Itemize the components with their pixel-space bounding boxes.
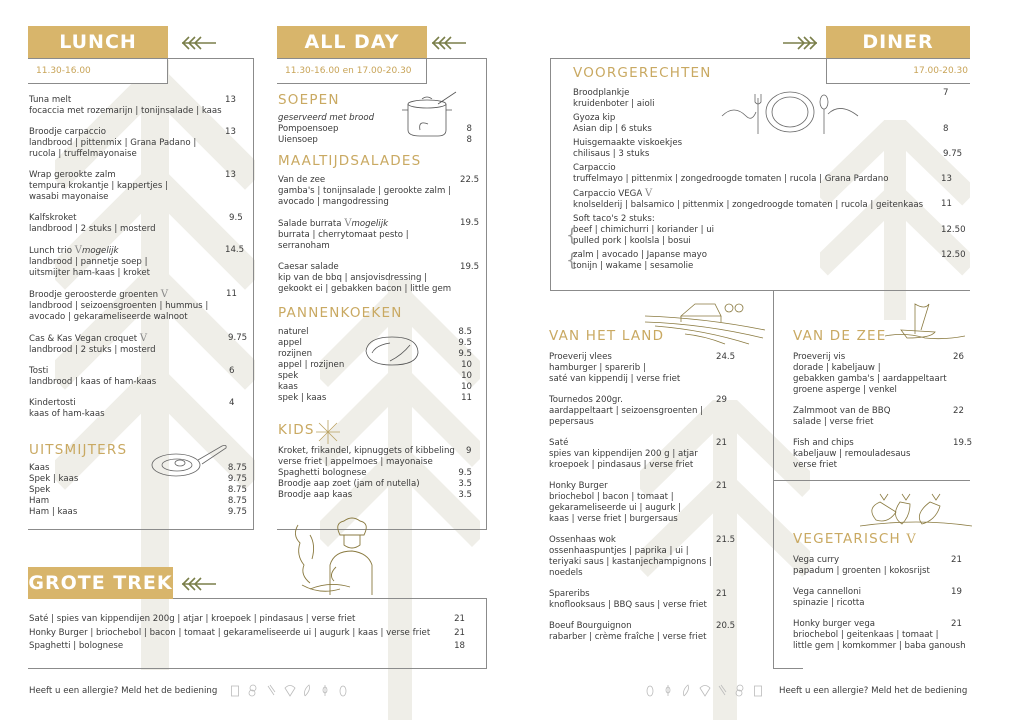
item-price: 21: [716, 481, 727, 491]
soepen-note: geserveerd met brood: [278, 113, 375, 123]
item-name: Cas & Kas Vegan croquet V: [29, 333, 148, 344]
menu-item: [793, 619, 968, 652]
item-price: 13: [225, 127, 236, 137]
kids-title: KIDS: [278, 422, 315, 438]
item-name: Lunch trio Vmogelijk: [29, 245, 119, 256]
menu-item: [549, 438, 764, 471]
pannenkoeken-list: [278, 327, 472, 404]
item-name: Broodje carpaccio: [29, 127, 106, 137]
menu-row: Uiensoep 8: [278, 135, 472, 145]
land-list: [549, 352, 764, 653]
van-het-land-title: VAN HET LAND: [549, 328, 665, 344]
van-de-zee-title: VAN DE ZEE: [793, 328, 887, 344]
menu-item: [566, 214, 966, 247]
item-description: kruidenboter | aioli: [573, 99, 655, 109]
allergy-icons-right: [645, 684, 763, 697]
item-price: 24.5: [716, 352, 736, 362]
gluten-icon: [663, 684, 673, 697]
item-name: Huisgemaakte viskoekjes: [573, 138, 683, 148]
menu-item: [278, 262, 478, 295]
item-description: serranoham: [278, 241, 330, 251]
allergy-notice-right: Heeft u een allergie? Meld het de bediening: [779, 686, 968, 696]
vegan-icon: V: [139, 333, 148, 344]
item-description: hamburger | sparerib |: [549, 363, 646, 373]
menu-row: Honky Burger | briochebol | bacon | tomaat | gekarameliseerde ui | augurk | kaas | verse friet 21: [29, 627, 465, 638]
allergy-icons-left: [230, 684, 348, 697]
item-description: briochebol | geitenkaas | tomaat |: [793, 630, 939, 640]
item-name: Tuna melt: [29, 95, 72, 105]
item-name: Honky Burger: [549, 481, 608, 491]
item-name: Kalfskroket: [29, 213, 77, 223]
menu-row: Broodje aap zoet (jam of nutella) 3.5: [278, 479, 472, 489]
item-price: 12.50: [941, 250, 966, 260]
item-description: rabarber | crème fraîche | verse friet: [549, 632, 707, 642]
menu-item: [278, 218, 478, 252]
item-price: 21.5: [716, 535, 736, 545]
item-description: noedels: [549, 568, 583, 578]
item-description: knolselderij | balsamico | pittenmix | zongedroogde tomaten | rucola | geitenkaas: [573, 200, 924, 210]
item-name: Honky burger vega: [793, 619, 876, 629]
item-price: 12.50: [941, 225, 966, 235]
milk-icon: [753, 684, 763, 697]
menu-row: naturel 8.5: [278, 327, 472, 337]
item-description: landbrood | pannetje soep |: [29, 257, 148, 267]
item-name: Proeverij vis: [793, 352, 846, 362]
allday-time: [277, 58, 427, 84]
menu-item: [573, 188, 963, 211]
menu-row: Saté | spies van kippendijen 200g | atjar | kroepoek | pindasaus | verse friet 21: [29, 614, 465, 624]
celery-icon: [266, 684, 276, 697]
item-description: beef | chimichurri | koriander | ui: [573, 225, 715, 235]
item-description: kaas | verse friet | burgersaus: [549, 514, 678, 524]
vega-list: [793, 555, 968, 662]
vegan-icon: V: [160, 289, 169, 300]
arrows-right-icon: [781, 36, 819, 50]
item-name: Broodplankje: [573, 88, 630, 98]
item-description: briochebol | bacon | tomaat |: [549, 492, 674, 502]
item-description: aardappeltaart | seizoensgroenten |: [549, 406, 704, 416]
salades-list: [278, 175, 478, 305]
menu-item: [566, 250, 966, 272]
item-name: Spareribs: [549, 589, 590, 599]
item-description: verse friet: [793, 460, 838, 470]
item-price: 19: [951, 587, 962, 597]
item-name: Soft taco's 2 stuks:: [573, 214, 655, 224]
item-description: truffelmayo | pittenmix | zongedroogde tomaten | rucola | Grana Pardano: [573, 174, 889, 184]
diner-banner: [826, 26, 970, 58]
item-name: Van de zee: [278, 175, 326, 185]
item-description: spies van kippendijen 200 g | atjar: [549, 449, 698, 459]
item-description: rucola | truffelmayonaise: [29, 149, 137, 159]
item-name: Carpaccio: [573, 163, 616, 173]
item-description: avocado | gekarameliseerde walnoot: [29, 312, 188, 322]
celery-icon: [717, 684, 727, 697]
item-name: Vega curry: [793, 555, 840, 565]
vegan-icon: V: [644, 188, 653, 199]
menu-row: verse friet | appelmoes | mayonaise: [278, 457, 433, 467]
item-name: Fish and chips: [793, 438, 854, 448]
soy-icon: [681, 684, 691, 697]
menu-item: [549, 621, 764, 643]
item-name: Tosti: [29, 366, 49, 376]
egg-icon: [338, 684, 348, 697]
vegan-icon: V: [344, 218, 352, 229]
item-description: saté van kippendij | verse friet: [549, 374, 681, 384]
item-description: uitsmijter ham-kaas | kroket: [29, 268, 151, 278]
uitsmijters-list: [29, 463, 247, 518]
allergy-notice-left: Heeft u een allergie? Meld het de bediening: [29, 686, 218, 696]
item-name: Vega cannelloni: [793, 587, 861, 597]
diner-time-text: 17.00-20.30: [913, 65, 968, 76]
milk-icon: [230, 684, 240, 697]
item-name: Kindertosti: [29, 398, 76, 408]
item-price: 13: [225, 170, 236, 180]
item-description: spinazie | ricotta: [793, 598, 865, 608]
menu-row: appel 9.5: [278, 338, 472, 348]
item-description: little gem | komkommer | baba ganoush: [793, 641, 966, 651]
diner-time: [826, 58, 970, 84]
item-price: 19.5: [460, 262, 480, 272]
brace-icon: {: [566, 250, 578, 271]
shellfish-icon: [284, 684, 294, 697]
nuts-icon: [248, 684, 258, 697]
menu-item: [549, 395, 764, 428]
menu-item: [793, 555, 968, 577]
item-description: pulled pork | koolsla | bosui: [573, 236, 691, 246]
menu-item: [573, 88, 963, 110]
soepen-list: [278, 113, 472, 146]
item-price: 14.5: [225, 245, 245, 255]
arrows-left-icon: [430, 36, 468, 50]
menu-row: Ham | kaas 9.75: [29, 507, 247, 517]
item-price: 21: [716, 589, 727, 599]
item-price: 13: [225, 95, 236, 105]
menu-item: [793, 352, 968, 396]
menu-row: spek 10: [278, 371, 472, 381]
item-description: avocado | mangodressing: [278, 197, 389, 207]
item-price: 11: [941, 199, 952, 209]
item-price: 13: [941, 174, 952, 184]
nuts-icon: [735, 684, 745, 697]
item-description: ossenhaaspuntjes | paprika | ui |: [549, 546, 689, 556]
menu-row: Spaghetti | bolognese 18: [29, 641, 465, 651]
item-price: 22.5: [460, 175, 480, 185]
item-description: salade | verse friet: [793, 417, 874, 427]
menu-item: [573, 138, 963, 160]
item-description: groene asperge | venkel: [793, 385, 897, 395]
arrows-left-icon: [180, 36, 218, 50]
menu-item: [29, 245, 245, 279]
item-name: Wrap gerookte zalm: [29, 170, 116, 180]
maaltijdsalades-title: MAALTIJDSALADES: [278, 153, 422, 169]
item-name: Ossenhaas wok: [549, 535, 616, 545]
item-description: tempura krokantje | kappertjes |: [29, 181, 168, 191]
menu-item: [549, 535, 764, 579]
allday-time-text: 11.30-16.00 en 17.00-20.30: [285, 65, 412, 76]
item-description: Asian dip | 6 stuks: [573, 124, 652, 134]
menu-item: [549, 481, 764, 525]
item-price: 9.75: [943, 149, 963, 159]
item-note: mogelijk: [351, 219, 389, 229]
allday-title: ALL DAY: [304, 30, 400, 53]
item-description: kaas of ham-kaas: [29, 409, 105, 419]
menu-item: [793, 438, 973, 471]
item-description: landbrood | 2 stuks | mosterd: [29, 345, 156, 355]
item-price: 19.5: [460, 218, 480, 228]
lunch-banner: [28, 26, 168, 58]
item-description: pepersaus: [549, 417, 594, 427]
menu-item: [793, 587, 968, 609]
item-price: 22: [953, 406, 964, 416]
grotetrek-title: GROTE TREK: [28, 571, 173, 594]
item-price: 4: [229, 398, 235, 408]
menu-row: appel | rozijnen 10: [278, 360, 472, 370]
menu-item: [549, 589, 764, 611]
menu-row: spek | kaas 11: [278, 393, 472, 403]
chef-illustration: [290, 515, 380, 600]
menu-row: Broodje aap kaas 3.5: [278, 490, 472, 500]
menu-item: [573, 113, 963, 135]
menu-row: Spaghetti bolognese 9.5: [278, 468, 472, 478]
zee-list: [793, 352, 973, 481]
menu-item: [29, 289, 245, 323]
item-name: Saté: [549, 438, 569, 448]
menu-row: Kaas 8.75: [29, 463, 247, 473]
vegan-icon: V: [906, 532, 917, 547]
sun-icon: [314, 418, 342, 446]
menu-item: [278, 175, 478, 208]
grotetrek-list: [29, 614, 465, 655]
menu-item: [29, 213, 245, 235]
item-description: landbrood | kaas of ham-kaas: [29, 377, 157, 387]
item-name: Salade burrata Vmogelijk: [278, 218, 389, 229]
item-description: knoflooksaus | BBQ saus | verse friet: [549, 600, 707, 610]
item-price: 21: [951, 619, 962, 629]
item-name: Carpaccio VEGA V: [573, 188, 653, 199]
soepen-title: SOEPEN: [278, 92, 340, 108]
item-description: gebakken gamba's | aardappeltaart: [793, 374, 947, 384]
menu-row: Spek 8.75: [29, 485, 247, 495]
vegetarisch-title: VEGETARISCH V: [793, 531, 917, 547]
item-name: Proeverij vlees: [549, 352, 612, 362]
item-price: 6: [229, 366, 235, 376]
item-description: kip van de bbq | ansjovisdressing |: [278, 273, 428, 283]
item-description: gamba's | tonijnsalade | gerookte zalm |: [278, 186, 451, 196]
sailboat-icon: [885, 300, 965, 345]
kids-list: [278, 446, 472, 501]
lunch-list: [29, 95, 248, 430]
item-price: 9.5: [229, 213, 243, 223]
item-description: landbrood | seizoensgroenten | hummus |: [29, 301, 209, 311]
menu-row: Pompoensoep 8: [278, 124, 472, 134]
diner-title: DINER: [862, 30, 934, 53]
menu-row: Spek | kaas 9.75: [29, 474, 247, 484]
menu-row: Ham 8.75: [29, 496, 247, 506]
menu-item: [29, 127, 245, 160]
item-name: Caesar salade: [278, 262, 339, 272]
menu-item: [29, 398, 245, 420]
item-price: 11: [226, 289, 237, 299]
pannenkoeken-title: PANNENKOEKEN: [278, 305, 403, 321]
shellfish-icon: [699, 684, 709, 697]
item-price: 7: [943, 88, 949, 98]
item-price: 20.5: [716, 621, 736, 631]
lunch-time: [28, 58, 168, 84]
gluten-icon: [320, 684, 330, 697]
menu-item: [29, 333, 248, 356]
item-name: Gyoza kip: [573, 113, 616, 123]
item-note: mogelijk: [81, 246, 119, 256]
item-price: 26: [953, 352, 964, 362]
item-description: focaccia met rozemarijn | tonijnsalade | kaas: [29, 106, 222, 116]
item-description: chilisaus | 3 stuks: [573, 149, 650, 159]
menu-item: [29, 170, 245, 203]
grotetrek-banner: [28, 567, 173, 599]
lunch-time-text: 11.30-16.00: [36, 65, 91, 76]
menu-item: [549, 352, 764, 385]
item-name: Tournedos 200gr.: [549, 395, 623, 405]
item-description: papadum | groenten | kokosrijst: [793, 566, 930, 576]
item-description: landbrood | pittenmix | Grana Padano |: [29, 138, 197, 148]
item-description: kroepoek | pindasaus | verse friet: [549, 460, 694, 470]
item-description: teriyaki saus | kastanjechampignons |: [549, 557, 712, 567]
egg-icon: [645, 684, 655, 697]
item-price: 9.75: [228, 333, 248, 343]
item-name: Zalmmoot van de BBQ: [793, 406, 891, 416]
menu-item: [573, 163, 963, 185]
item-description: gekarameliseerde ui | augurk |: [549, 503, 681, 513]
item-description: tonijn | wakame | sesamolie: [573, 261, 694, 271]
menu-row: rozijnen 9.5: [278, 349, 472, 359]
brace-icon: {: [566, 225, 578, 246]
voorgerechten-title: VOORGERECHTEN: [573, 65, 712, 81]
lunch-title: LUNCH: [59, 30, 137, 53]
menu-item: [793, 406, 968, 428]
voorgerechten-list: [566, 88, 966, 275]
vegetables-icon: [860, 488, 972, 528]
item-price: 21: [716, 438, 727, 448]
menu-item: [29, 95, 245, 117]
uitsmijters-title: UITSMIJTERS: [29, 442, 128, 458]
item-name: Boeuf Bourguignon: [549, 621, 632, 631]
menu-row: kaas 10: [278, 382, 472, 392]
allday-banner: [277, 26, 427, 58]
item-price: 21: [951, 555, 962, 565]
item-description: zalm | avocado | Japanse mayo: [573, 250, 708, 260]
item-price: 8: [943, 124, 949, 134]
item-description: gekookt ei | gebakken bacon | little gem: [278, 284, 452, 294]
menu-row: Kroket, frikandel, kipnuggets of kibbeling 9: [278, 446, 472, 456]
land-divider-bottom: [773, 668, 803, 669]
item-price: 19.5: [953, 438, 973, 448]
soy-icon: [302, 684, 312, 697]
item-name: Broodje geroosterde groenten V: [29, 289, 169, 300]
item-description: landbrood | 2 stuks | mosterd: [29, 224, 156, 234]
item-description: burrata | cherrytomaat pesto |: [278, 230, 409, 240]
item-description: dorade | kabeljauw |: [793, 363, 881, 373]
menu-item: [29, 366, 245, 388]
item-description: kabeljauw | remouladesaus: [793, 449, 911, 459]
item-price: 29: [716, 395, 727, 405]
arrows-left-icon: [180, 577, 218, 591]
vegan-icon: V: [74, 245, 82, 256]
item-description: wasabi mayonaise: [29, 192, 109, 202]
